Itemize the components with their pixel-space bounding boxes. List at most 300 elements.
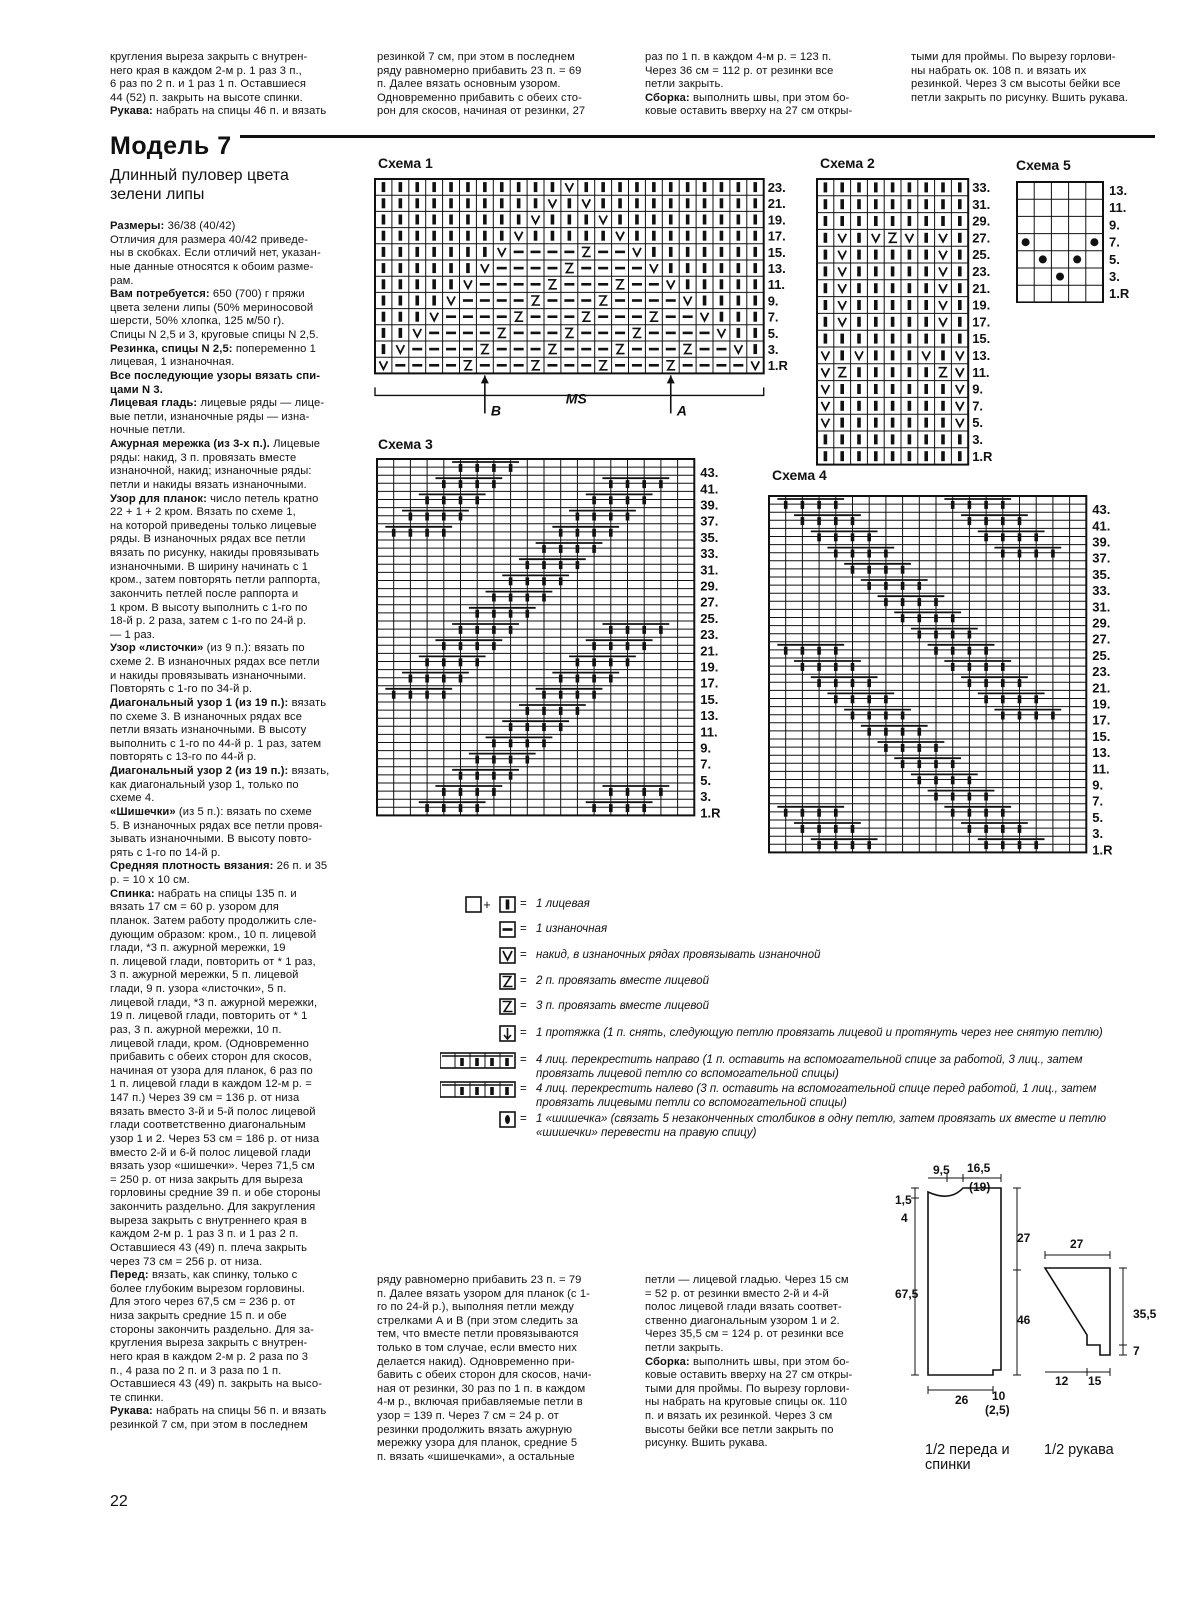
yarn-over-symbol bbox=[821, 368, 829, 376]
knit-symbol bbox=[958, 283, 962, 293]
text-line bbox=[645, 1396, 887, 1410]
text-line bbox=[110, 1378, 350, 1392]
text-run: 4-м р., включая прибавляемые петли в bbox=[377, 1396, 583, 1409]
body-outline bbox=[928, 1188, 1001, 1375]
row-number: 11. bbox=[767, 277, 786, 293]
knit-symbol bbox=[576, 658, 580, 666]
knit-symbol bbox=[466, 215, 470, 225]
knit-symbol bbox=[968, 809, 972, 817]
knit-symbol bbox=[500, 231, 504, 241]
knit-symbol bbox=[601, 182, 605, 192]
text-line bbox=[110, 697, 350, 711]
yarn-over-symbol bbox=[498, 248, 506, 256]
knit-symbol bbox=[415, 198, 419, 208]
text-line bbox=[110, 506, 350, 520]
purl-symbol bbox=[514, 348, 524, 351]
purl-symbol bbox=[514, 364, 524, 367]
knit-symbol bbox=[784, 647, 788, 655]
knit-symbol bbox=[592, 675, 596, 683]
text-line bbox=[110, 1351, 350, 1365]
text-line bbox=[110, 288, 350, 302]
text-run: лицевые ряды — лице- bbox=[197, 397, 325, 410]
text-run: 147 п.) Через 39 см = 136 р. от низа bbox=[110, 1092, 300, 1104]
knit-symbol bbox=[466, 247, 470, 257]
text-run: резинки продолжить вязать ажурную bbox=[377, 1423, 573, 1436]
knit-symbol bbox=[609, 480, 613, 488]
knit-symbol bbox=[409, 691, 413, 699]
knit-symbol bbox=[609, 642, 613, 650]
purl-symbol bbox=[683, 332, 693, 335]
text-line bbox=[110, 1242, 350, 1256]
knit-symbol bbox=[984, 825, 988, 833]
text-run: раз, 3 п. ажурной мережки, 10 п. bbox=[110, 1023, 282, 1036]
purl-symbol bbox=[581, 348, 591, 351]
knit-symbol bbox=[1051, 550, 1055, 558]
pull-through-icon bbox=[440, 1025, 520, 1043]
knit-symbol bbox=[568, 231, 572, 241]
text-line bbox=[110, 1024, 350, 1038]
text-run: выполнить швы, при этом бо- bbox=[689, 1355, 850, 1368]
knit-symbol bbox=[867, 841, 871, 849]
knit-symbol bbox=[652, 198, 656, 208]
text-line bbox=[645, 1424, 887, 1438]
knit-symbol bbox=[867, 712, 871, 720]
text-run: п. Далее вязать узором для планок (с 1- bbox=[377, 1287, 590, 1300]
knit-symbol bbox=[891, 182, 895, 192]
row-number: 17. bbox=[972, 314, 991, 330]
knit-symbol bbox=[392, 529, 396, 537]
knit-symbol bbox=[576, 545, 580, 553]
knit-symbol bbox=[908, 350, 912, 360]
bobble-symbol bbox=[1039, 255, 1047, 263]
knit-symbol bbox=[784, 501, 788, 509]
knit-symbol bbox=[1034, 695, 1038, 703]
text-line bbox=[110, 397, 350, 411]
knit-symbol bbox=[891, 250, 895, 260]
knit-symbol bbox=[568, 198, 572, 208]
knit-symbol bbox=[924, 384, 928, 394]
text-line bbox=[110, 1201, 350, 1215]
purl-symbol bbox=[598, 332, 608, 335]
text-line bbox=[110, 860, 350, 874]
knit-symbol bbox=[1018, 517, 1022, 525]
knit-symbol bbox=[834, 501, 838, 509]
row-number: 37. bbox=[700, 513, 719, 529]
text-line bbox=[377, 78, 617, 92]
knit-symbol bbox=[442, 529, 446, 537]
legend-text: 3 п. провязать вместе лицевой bbox=[536, 1000, 709, 1012]
text-run: закончить петлей после раппорта и bbox=[110, 587, 299, 600]
knit-symbol bbox=[908, 216, 912, 226]
knit-symbol bbox=[884, 712, 888, 720]
knit-symbol bbox=[703, 231, 707, 241]
row-number: 13. bbox=[972, 348, 991, 363]
text-run: п. вязать «шишечками», а остальные bbox=[377, 1450, 575, 1463]
knit-symbol bbox=[551, 231, 555, 241]
knit-symbol bbox=[542, 691, 546, 699]
knit-symbol bbox=[642, 804, 646, 812]
text-line bbox=[110, 1119, 350, 1133]
knit-symbol bbox=[559, 577, 563, 585]
knit-symbol bbox=[1018, 695, 1022, 703]
knit-symbol bbox=[958, 182, 962, 192]
knit-symbol bbox=[399, 215, 403, 225]
knit-symbol bbox=[984, 647, 988, 655]
knit-symbol bbox=[857, 266, 861, 276]
knit-symbol bbox=[466, 198, 470, 208]
knit-symbol bbox=[592, 804, 596, 812]
knit-symbol bbox=[834, 517, 838, 525]
text-run: лицевой глади, *3 п. ажурной мережки, bbox=[110, 996, 318, 1009]
text-line bbox=[645, 1274, 887, 1288]
text-line bbox=[110, 574, 350, 588]
dim-67-5: 67,5 bbox=[895, 1287, 919, 1301]
text-line bbox=[110, 874, 350, 888]
decrease-symbol bbox=[503, 1002, 513, 1012]
text-line bbox=[110, 424, 350, 438]
knit-symbol bbox=[941, 434, 945, 444]
row-number: 23. bbox=[700, 627, 719, 643]
knit-symbol bbox=[824, 283, 828, 293]
bold-run: Перед: bbox=[110, 1269, 149, 1282]
knit-symbol bbox=[609, 675, 613, 683]
knit-symbol bbox=[526, 707, 530, 715]
yarn-over-symbol bbox=[956, 368, 964, 376]
purl-symbol bbox=[615, 364, 625, 367]
knit-symbol bbox=[884, 695, 888, 703]
knit-symbol bbox=[984, 517, 988, 525]
purl-symbol bbox=[581, 267, 591, 270]
knit-symbol bbox=[449, 279, 453, 289]
knit-symbol bbox=[753, 312, 757, 322]
row-number: 15. bbox=[1092, 728, 1111, 744]
text-line bbox=[110, 629, 350, 643]
text-line bbox=[645, 1342, 887, 1356]
knit-symbol bbox=[432, 198, 436, 208]
knit-symbol bbox=[908, 266, 912, 276]
knit-symbol bbox=[884, 744, 888, 752]
knit-symbol bbox=[958, 451, 962, 461]
knit-symbol bbox=[509, 626, 513, 634]
bottom-column-3 bbox=[645, 1274, 887, 1451]
knit-symbol bbox=[958, 266, 962, 276]
text-line bbox=[645, 65, 885, 79]
knit-symbol bbox=[867, 550, 871, 558]
knit-symbol bbox=[901, 582, 905, 590]
knit-symbol bbox=[753, 279, 757, 289]
dim-26: 26 bbox=[955, 1393, 969, 1407]
knit-symbol bbox=[851, 533, 855, 541]
knit-symbol bbox=[635, 215, 639, 225]
row-number: 17. bbox=[1092, 712, 1111, 728]
knit-symbol bbox=[466, 263, 470, 273]
decrease-symbol bbox=[503, 977, 513, 987]
text-run: полос лицевой глади вязать соответ- bbox=[645, 1301, 842, 1314]
knit-symbol bbox=[635, 231, 639, 241]
text-line bbox=[377, 1356, 622, 1370]
text-run: высоты бейки все петли закрыть по bbox=[645, 1423, 834, 1436]
text-line bbox=[377, 105, 617, 119]
knit-symbol bbox=[884, 598, 888, 606]
knit-symbol bbox=[958, 317, 962, 327]
text-run: по схеме 3. В изнаночных рядах все bbox=[110, 710, 303, 723]
text-run: Лицевые bbox=[269, 438, 321, 450]
knit-symbol bbox=[891, 418, 895, 428]
row-number: 21. bbox=[700, 643, 719, 659]
row-number: 13. bbox=[767, 261, 786, 276]
purl-symbol bbox=[531, 251, 541, 254]
knit-symbol bbox=[576, 561, 580, 569]
decrease-symbol bbox=[939, 368, 948, 377]
purl-symbol bbox=[547, 299, 557, 302]
knit-symbol bbox=[618, 182, 622, 192]
knit-symbol bbox=[874, 350, 878, 360]
knit-symbol bbox=[415, 231, 419, 241]
knit-symbol bbox=[592, 691, 596, 699]
yarn-over-symbol bbox=[481, 264, 489, 272]
knit-symbol bbox=[703, 198, 707, 208]
purl-symbol bbox=[581, 332, 591, 335]
row-number: 5. bbox=[1109, 251, 1120, 267]
decrease-symbol bbox=[616, 345, 625, 354]
text-line bbox=[110, 942, 350, 956]
knit-symbol bbox=[874, 216, 878, 226]
text-run: тыми для проймы. По вырезу горлови- bbox=[645, 1382, 850, 1395]
knit-symbol bbox=[908, 199, 912, 209]
text-line bbox=[110, 261, 350, 275]
text-line bbox=[110, 533, 350, 547]
equals-sign: = bbox=[520, 949, 527, 961]
arrow-head bbox=[667, 375, 675, 383]
knit-symbol bbox=[857, 367, 861, 377]
row-number: 31. bbox=[1092, 599, 1111, 615]
knit-symbol bbox=[492, 642, 496, 650]
text-run: закончить раздельно. Для закругления bbox=[110, 1201, 316, 1213]
text-run: петли — лицевой гладью. Через 15 см bbox=[645, 1274, 849, 1286]
row-number: 17. bbox=[700, 675, 719, 691]
knit-symbol bbox=[409, 529, 413, 537]
text-line bbox=[377, 1437, 622, 1451]
text-run: вязать, bbox=[288, 765, 330, 777]
purl-symbol bbox=[531, 332, 541, 335]
text-line bbox=[110, 1419, 350, 1433]
knit-symbol bbox=[609, 658, 613, 666]
purl-symbol bbox=[649, 332, 659, 335]
purl-symbol bbox=[429, 364, 439, 367]
knit-symbol bbox=[924, 334, 928, 344]
text-line bbox=[110, 997, 350, 1011]
knit-symbol bbox=[834, 663, 838, 671]
knit-symbol bbox=[425, 513, 429, 521]
row-number: 41. bbox=[1092, 518, 1111, 534]
text-line bbox=[110, 384, 350, 398]
knit-symbol bbox=[659, 480, 663, 488]
knit-symbol bbox=[968, 517, 972, 525]
knit-symbol bbox=[559, 707, 563, 715]
knit-symbol bbox=[449, 182, 453, 192]
row-number: 3. bbox=[767, 342, 779, 357]
knit-symbol bbox=[851, 712, 855, 720]
row-number: 7. bbox=[1092, 793, 1104, 809]
purl-symbol bbox=[564, 283, 574, 286]
yarn-over-symbol bbox=[838, 284, 846, 292]
knit-symbol bbox=[517, 215, 521, 225]
text-run: петли закрыть по рисунку. Вшить рукава. bbox=[911, 91, 1129, 104]
knit-symbol bbox=[924, 182, 928, 192]
knit-symbol bbox=[509, 723, 513, 731]
yarn-over-symbol bbox=[821, 419, 829, 427]
knit-symbol bbox=[526, 577, 530, 585]
knit-symbol bbox=[840, 350, 844, 360]
knit-symbol bbox=[968, 631, 972, 639]
yarn-over-symbol bbox=[701, 313, 709, 321]
text-line bbox=[110, 1256, 350, 1270]
yarn-over-symbol bbox=[503, 951, 512, 960]
row-number: 37. bbox=[1092, 550, 1111, 566]
knit-symbol bbox=[720, 231, 724, 241]
knit-symbol bbox=[1001, 663, 1005, 671]
knit-symbol bbox=[652, 247, 656, 257]
knit-symbol bbox=[891, 300, 895, 310]
knit-symbol bbox=[669, 198, 673, 208]
text-run: ственно диагональным узором 1 и 2. bbox=[645, 1314, 840, 1327]
text-line bbox=[110, 493, 350, 507]
knit-symbol bbox=[542, 739, 546, 747]
knit-symbol bbox=[918, 582, 922, 590]
knit-symbol bbox=[526, 594, 530, 602]
knit-symbol bbox=[1001, 825, 1005, 833]
knit-symbol bbox=[753, 344, 757, 354]
text-line bbox=[645, 1383, 887, 1397]
row-number: 13. bbox=[700, 708, 719, 724]
knit-symbol bbox=[817, 663, 821, 671]
knit-symbol bbox=[867, 533, 871, 541]
top-column-3 bbox=[645, 51, 885, 119]
dim-12: 12 bbox=[1055, 1374, 1069, 1388]
knit-symbol bbox=[857, 199, 861, 209]
yarn-over-symbol bbox=[684, 297, 692, 305]
knit-symbol bbox=[609, 496, 613, 504]
text-line bbox=[110, 92, 350, 106]
schema-4-title: Схема 4 bbox=[772, 467, 827, 483]
knit-symbol bbox=[753, 198, 757, 208]
yarn-over-symbol bbox=[582, 199, 590, 207]
text-line bbox=[110, 779, 350, 793]
page-number: 22 bbox=[110, 1493, 128, 1510]
knit-symbol bbox=[475, 1058, 479, 1066]
knit-symbol bbox=[720, 312, 724, 322]
knit-symbol bbox=[415, 182, 419, 192]
purl-symbol bbox=[683, 315, 693, 318]
knit-symbol bbox=[857, 434, 861, 444]
bold-run: «Шишечки» bbox=[110, 805, 176, 818]
row-number: 33. bbox=[1092, 583, 1111, 599]
knit-symbol bbox=[874, 401, 878, 411]
purl-symbol bbox=[547, 251, 557, 254]
text-line bbox=[110, 588, 350, 602]
knit-symbol bbox=[958, 216, 962, 226]
knit-symbol bbox=[551, 182, 555, 192]
row-number: 21. bbox=[972, 280, 991, 296]
yarn-over-symbol bbox=[751, 361, 759, 369]
text-run: петли вязать изнаночными. В высоту bbox=[110, 724, 307, 737]
knit-symbol bbox=[801, 663, 805, 671]
knit-symbol bbox=[1001, 679, 1005, 687]
knit-symbol bbox=[824, 233, 828, 243]
row-number: 1.R bbox=[767, 358, 788, 374]
text-run: 5. В изнаночных рядах все петли провя- bbox=[110, 819, 323, 832]
knit-symbol bbox=[737, 231, 741, 241]
yarn-over-icon bbox=[440, 947, 520, 965]
knit-symbol bbox=[475, 464, 479, 472]
knit-symbol bbox=[918, 744, 922, 752]
bobble-symbol bbox=[1056, 273, 1064, 281]
knit-symbol bbox=[924, 266, 928, 276]
row-number: 43. bbox=[700, 465, 719, 481]
knit-symbol bbox=[908, 401, 912, 411]
decrease-symbol bbox=[531, 361, 540, 370]
text-run: на которой приведены только лицевые bbox=[110, 519, 317, 532]
knit-symbol bbox=[941, 182, 945, 192]
knit-symbol bbox=[1001, 501, 1005, 509]
knit-symbol bbox=[874, 367, 878, 377]
text-line bbox=[110, 51, 350, 65]
text-line bbox=[110, 1215, 350, 1229]
knit-symbol bbox=[1018, 533, 1022, 541]
bold-run: Размеры: bbox=[110, 220, 165, 232]
text-line bbox=[110, 1051, 350, 1065]
purl-symbol bbox=[581, 299, 591, 302]
yarn-over-symbol bbox=[956, 385, 964, 393]
knit-symbol bbox=[483, 231, 487, 241]
knit-symbol bbox=[432, 279, 436, 289]
knit-symbol bbox=[399, 198, 403, 208]
text-line bbox=[110, 1010, 350, 1024]
knit-symbol bbox=[941, 401, 945, 411]
knit-symbol bbox=[984, 695, 988, 703]
knit-symbol bbox=[874, 418, 878, 428]
text-line bbox=[110, 547, 350, 561]
text-run: 1 кром. В высоту выполнить с 1-го по bbox=[110, 601, 308, 614]
text-line bbox=[110, 1337, 350, 1351]
legend-text: 4 лиц. перекрестить налево (3 п. оставить на вспомогательной спице перед работой, 1 лиц., затем провязать лицевыми петли со вспомогательной спицы) bbox=[536, 1083, 1097, 1109]
purl-symbol bbox=[683, 364, 693, 367]
row-number: 23. bbox=[1092, 664, 1111, 680]
knit-symbol bbox=[924, 283, 928, 293]
knit-symbol bbox=[753, 231, 757, 241]
knit-symbol bbox=[941, 384, 945, 394]
text-line bbox=[911, 51, 1156, 65]
text-line bbox=[645, 92, 885, 106]
text-line bbox=[110, 65, 350, 79]
row-number: 3. bbox=[972, 432, 984, 447]
bold-run: Лицевая гладь: bbox=[110, 397, 198, 410]
arrow-head bbox=[481, 375, 489, 383]
purl-symbol bbox=[666, 332, 676, 335]
legend-text: 4 лиц. перекрестить направо (1 п. оставить на вспомогательной спице за работой, 3 лиц., затем провязать лицевой петлю со вспомогательной спицы) bbox=[536, 1054, 1083, 1080]
knit-symbol bbox=[884, 728, 888, 736]
knit-symbol bbox=[466, 182, 470, 192]
chart-grid bbox=[1017, 182, 1103, 302]
knit-symbol bbox=[924, 216, 928, 226]
knit-symbol bbox=[924, 233, 928, 243]
knit-symbol bbox=[891, 367, 895, 377]
text-line bbox=[110, 329, 350, 343]
knit-symbol bbox=[951, 647, 955, 655]
knit-symbol bbox=[459, 480, 463, 488]
plus-sign: + bbox=[483, 897, 491, 912]
legend-text: накид, в изнаночных рядах провязывать изнаночной bbox=[536, 949, 821, 961]
